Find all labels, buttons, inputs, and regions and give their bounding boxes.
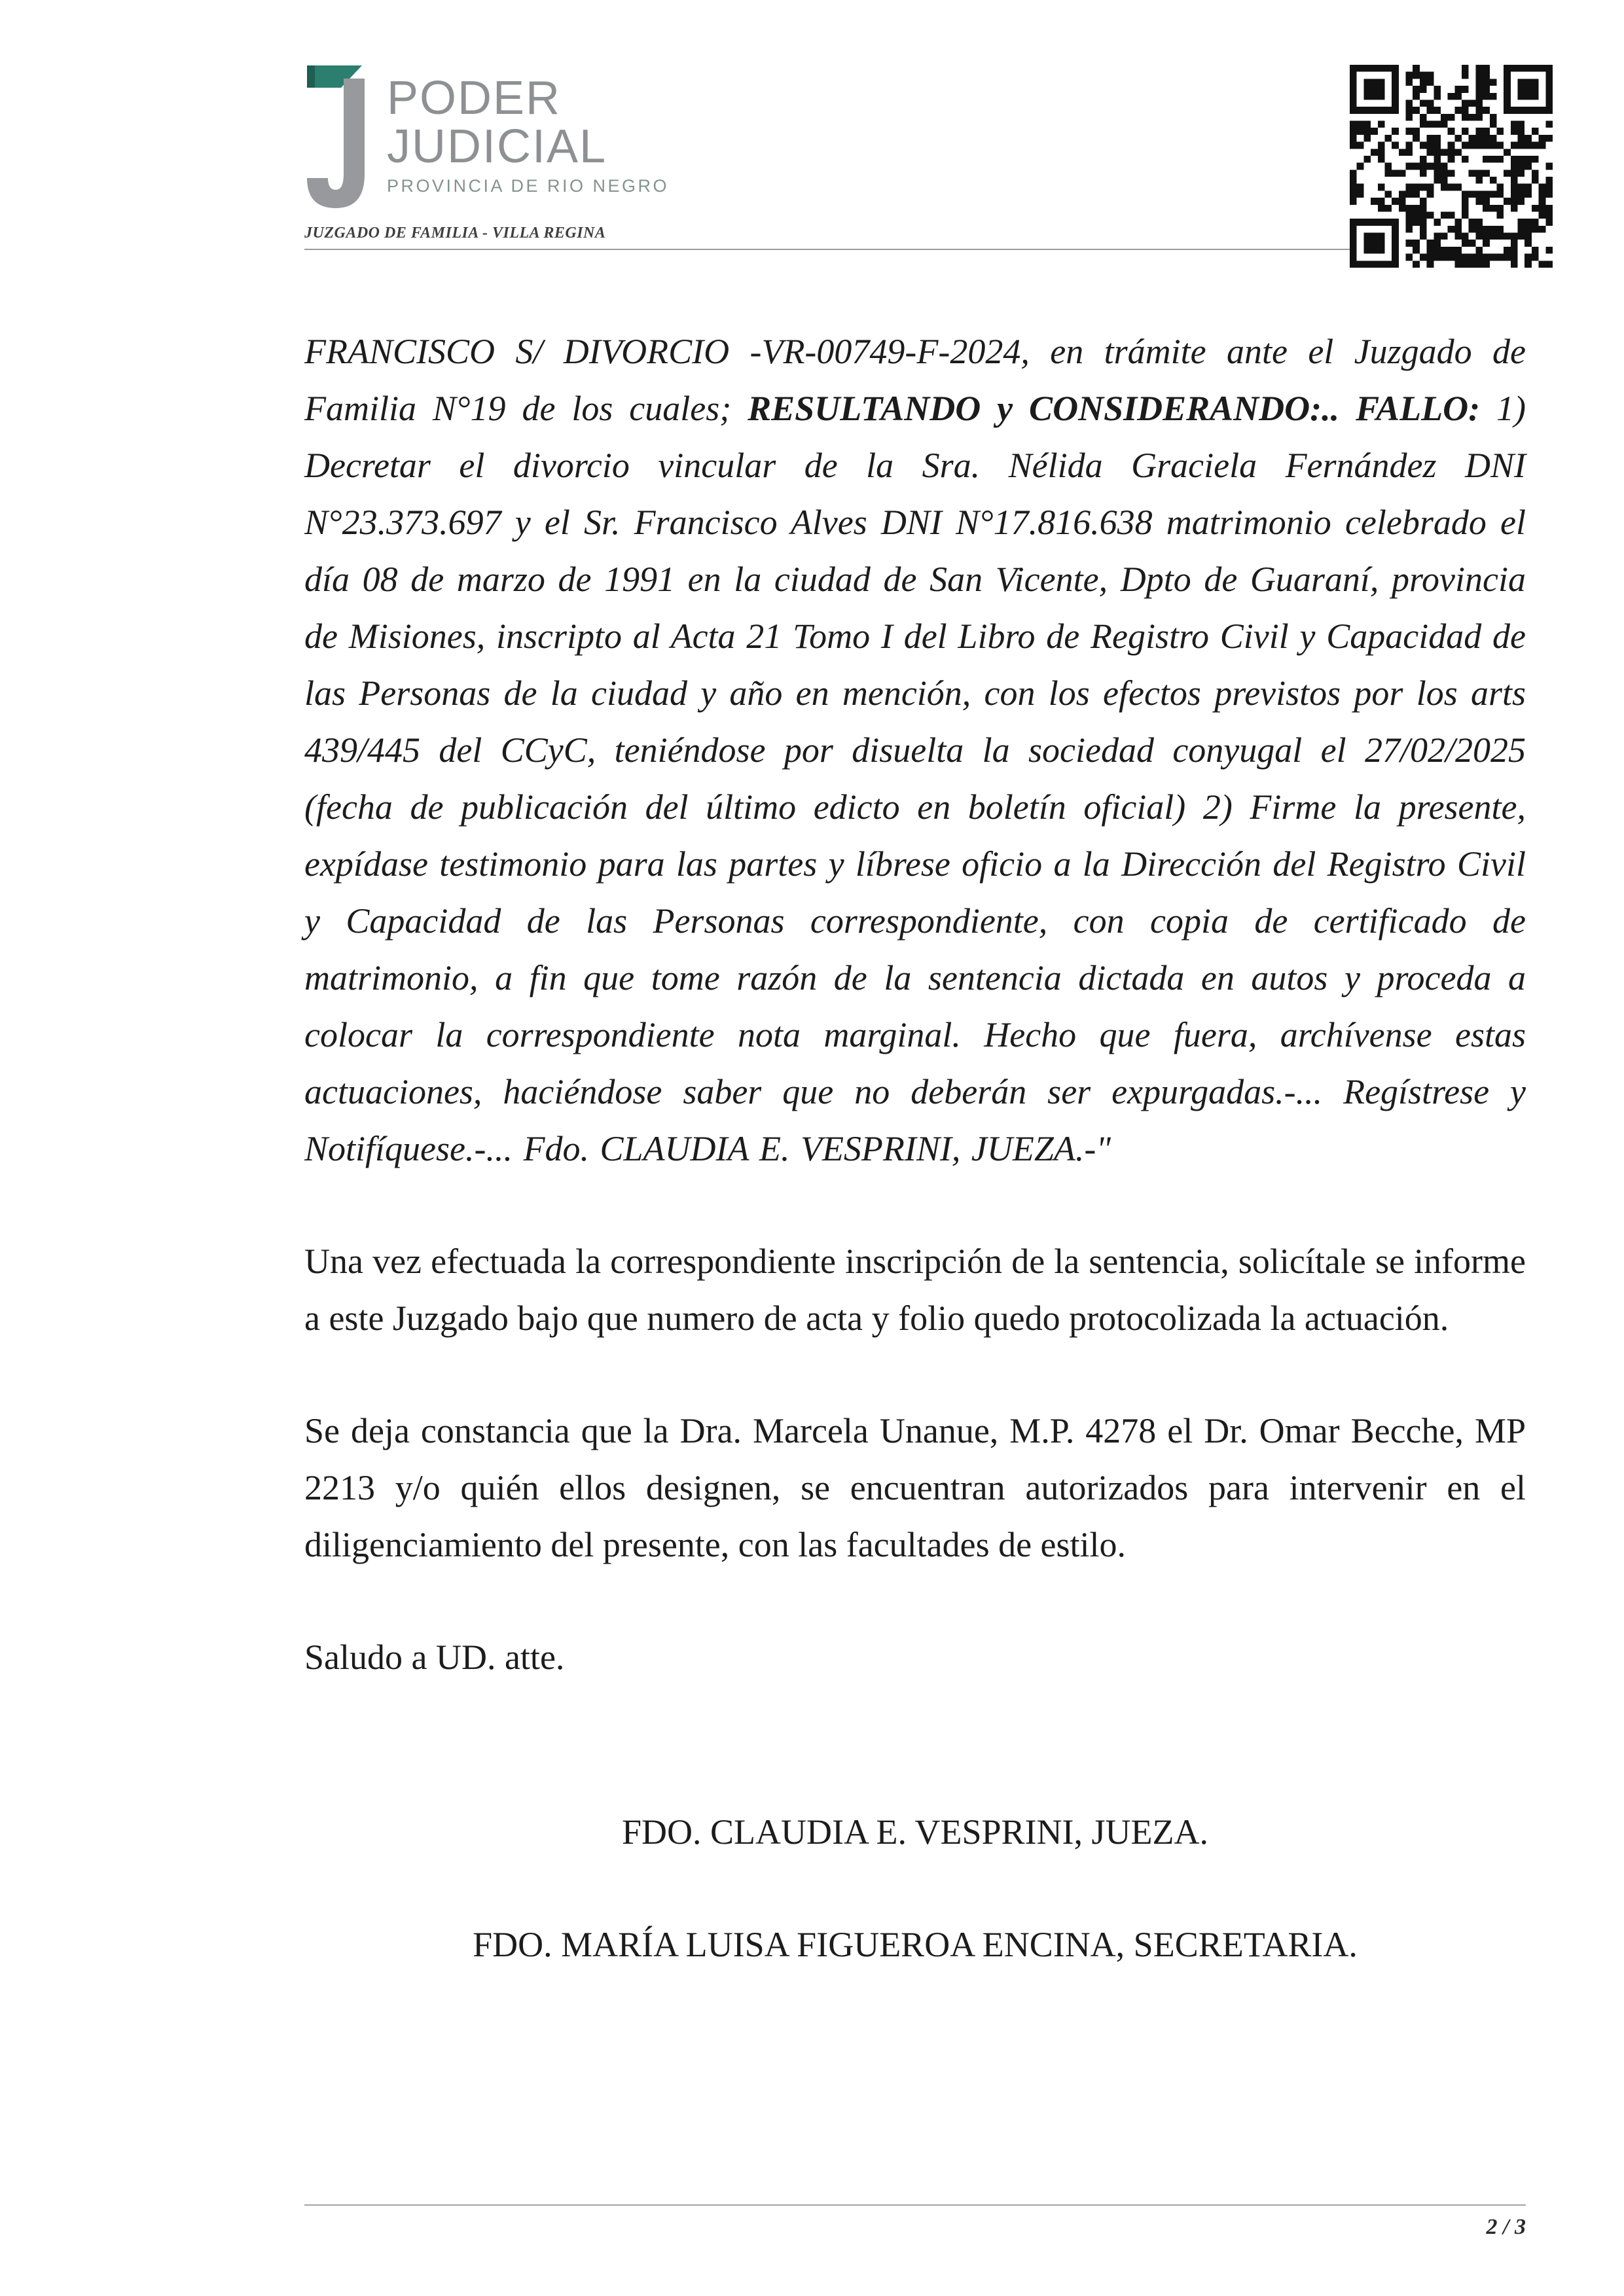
court-name: JUZGADO DE FAMILIA - VILLA REGINA <box>304 224 606 242</box>
header-divider <box>304 249 1350 250</box>
logo-title-line1: PODER <box>387 72 562 124</box>
inscription-request-paragraph: Una vez efectuada la correspondiente inscripción de la sentencia, solicítale se informe a este Juzgado bajo que numero de acta y folio quedo protocolizada la actuación. <box>304 1242 1526 1338</box>
authorized-persons-paragraph: Se deja constancia que la Dra. Marcela Unanue, M.P. 4278 el Dr. Omar Becche, MP 2213 y/o quién ellos designen, se encuentran autorizados para intervenir en el diligenciamiento del presente, con las facultades de estilo. <box>304 1411 1526 1564</box>
judge-signature: FDO. CLAUDIA E. VESPRINI, JUEZA. <box>621 1812 1209 1852</box>
logo-title-line2: JUDICIAL <box>387 120 607 173</box>
page-number: 2 / 3 <box>1486 2215 1526 2239</box>
footer-divider <box>304 2204 1526 2206</box>
resolution-quote <box>304 323 1526 1177</box>
closing-salutation: Saludo a UD. atte. <box>304 1638 565 1677</box>
quote-heading: RESULTANDO y CONSIDERANDO:.. FALLO: <box>748 389 1481 428</box>
secretary-signature: FDO. MARÍA LUISA FIGUEROA ENCINA, SECRETARIA. <box>473 1925 1358 1964</box>
quote-intro: FRANCISCO S/ DIVORCIO -VR-00749-F-2024, en trámite ante el Juzgado de Familia N°19 de los cuales; <box>304 332 1526 428</box>
qr-code <box>1350 65 1553 268</box>
pj-logo <box>304 62 1526 214</box>
logo-subtitle: PROVINCIA DE RIO NEGRO <box>387 176 670 196</box>
document-body <box>304 323 1526 1973</box>
quote-body: 1) Decretar el divorcio vincular de la Sra. Nélida Graciela Fernández DNI N°23.373.697 y el Sr. Francisco Alves DNI N°17.816.638 matrimonio celebrado el día 08 de marzo de 1991 en la ciudad de San Vicente, Dpto de Guaraní, provincia de Misiones, inscripto al Acta 21 Tomo I del Libro de Registro Civil y Capacidad de las Personas de la ciudad y año en mención, con los efectos previstos por los arts 439/445 del CCyC, teniéndose por disuelta la sociedad conyugal el 27/02/2025 (fecha de publicación del último edicto en boletín oficial) 2) Firme la presente, expídase testimonio para las partes y líbrese oficio a la Dirección del Registro Civil y Capacidad de las Personas correspondiente, con copia de certificado de matrimonio, a fin que tome razón de la sentencia dictada en autos y proceda a colocar la correspondiente nota marginal. Hecho que fuera, archívense estas actuaciones, haciéndose saber que no deberán ser expurgadas.-... Regístrese y Notifíquese.-... Fdo. CLAUDIA E. VESPRINI, JUEZA.-" <box>304 389 1526 1168</box>
letterhead <box>304 62 1526 250</box>
poder-judicial-logo-icon <box>304 62 370 214</box>
logo-wordmark <box>387 62 669 196</box>
